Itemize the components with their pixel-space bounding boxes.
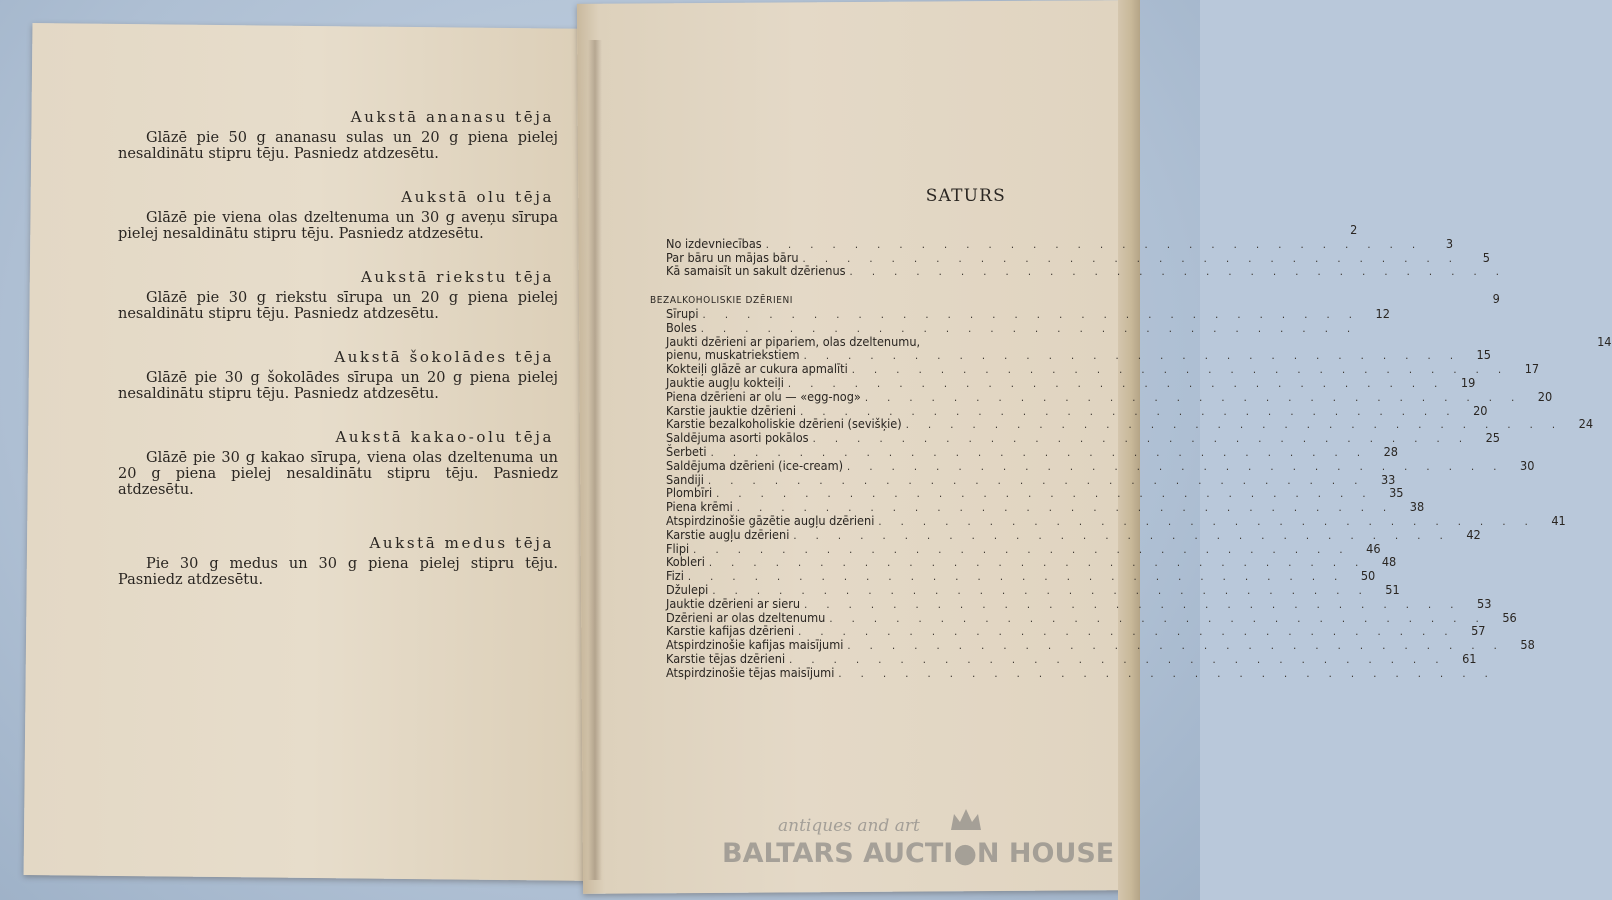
toc-entry-label: Karstie tējas dzērieni — [666, 650, 786, 666]
toc-entry-page: 2 — [1350, 222, 1358, 237]
toc-entry-label: Karstie bezalkoholiskie dzērieni (sevišķie) — [666, 416, 902, 432]
toc-entry-page: 56 — [1502, 609, 1517, 625]
toc-entry-label: Jauktie augļu kokteiļi — [666, 374, 784, 390]
recipe-text: Glāzē pie 30 g riekstu sīrupa un 20 g piena pielej nesaldinātu stipru tēju. Pasniedz atdzesētu. — [118, 290, 558, 322]
toc-entry-page: 5 — [1482, 249, 1490, 265]
toc-entry-page: 17 — [1524, 361, 1540, 377]
recipe-title: Aukstā medus tēja — [369, 534, 554, 552]
toc-leader-dots: . . . . . . . . . . . . . . . . . . . . . . . . . . . . . . — [838, 666, 1496, 680]
toc-entry — [666, 568, 1376, 584]
toc-entry-label: Sīrupi — [666, 305, 699, 321]
recipe — [118, 348, 558, 402]
toc-entry-page: 61 — [1462, 650, 1477, 666]
toc-entry-page: 20 — [1537, 388, 1553, 404]
toc-entry-page: 24 — [1578, 416, 1594, 432]
toc-entry-label: Kā samaisīt un sakult dzērienus — [666, 263, 846, 279]
toc-entry-label: Piena dzērieni ar olu — «egg-nog» — [666, 388, 861, 404]
toc-entry-page: 42 — [1466, 526, 1481, 542]
toc-leader-dots: . . . . . . . . . . . . . . . . . . . . . . . . . . . . . . — [847, 639, 1505, 653]
toc-entry-page: 20 — [1473, 402, 1488, 418]
toc-leader-dots: . . . . . . . . . . . . . . . . . . . . . . . . . . . . . . — [812, 432, 1470, 446]
toc-entry-page: 30 — [1520, 457, 1535, 473]
watermark-tagline: antiques and art — [778, 816, 920, 836]
toc-entry-label: Jauktie dzērieni ar sieru — [666, 595, 801, 611]
toc-entry-label: Kobleri — [666, 554, 705, 570]
toc-entry — [650, 291, 1501, 308]
recipe-text: Glāzē pie viena olas dzeltenuma un 30 g aveņu sīrupa pielej nesaldinātu stipru tēju. Pasniedz atdzesētu. — [118, 210, 558, 242]
toc-entry-label: No izdevniecības — [666, 235, 762, 251]
toc-leader-dots: . . . . . . . . . . . . . . . . . . . . . . . . . . . . . . — [693, 542, 1351, 556]
toc-entry-page: 51 — [1385, 581, 1400, 597]
crown-icon — [948, 806, 984, 834]
toc-leader-dots: . . . . . . . . . . . . . . . . . . . . . . . . . . . . . . — [847, 459, 1505, 473]
toc-leader-dots: . . . . . . . . . . . . . . . . . . . . . . . . . . . . . . — [710, 445, 1368, 459]
toc-leader-dots: . . . . . . . . . . . . . . . . . . . . . . . . . . . . . . — [700, 321, 1359, 335]
table-of-contents — [650, 186, 1612, 681]
toc-entry-page: 41 — [1551, 512, 1566, 528]
recipe-title: Aukstā olu tēja — [401, 188, 554, 206]
toc-entry — [666, 540, 1381, 557]
toc-entry-label: Flipi — [666, 540, 690, 556]
toc-entry-label: Atspirdzinošie tējas maisījumi — [666, 664, 835, 680]
toc-entry-page: 35 — [1389, 485, 1404, 501]
toc-entry — [666, 471, 1396, 488]
recipe-text: Glāzē pie 30 g šokolādes sīrupa un 20 g piena pielej nesaldinātu stipru tēju. Pasniedz atdzesētu. — [118, 370, 558, 402]
toc-entry — [666, 305, 1390, 322]
toc-leader-dots: . . . . . . . . . . . . . . . . . . . . . . . . . . . . . . — [864, 390, 1523, 404]
toc-leader-dots: . . . . . . . . . . . . . . . . . . . . . . . . . . . . . . — [716, 487, 1374, 501]
recipe-title: Aukstā kakao-olu tēja — [335, 428, 554, 446]
toc-entry-label: Fizi — [666, 568, 684, 584]
toc-entry-page: 57 — [1471, 623, 1486, 639]
recipe — [118, 188, 558, 242]
toc-entry-label: Atspirdzinošie kafijas maisījumi — [666, 637, 844, 653]
toc-entry-page: 12 — [1375, 305, 1390, 321]
toc-entry-label: Atspirdzinošie gāzētie augļu dzērieni — [666, 512, 875, 528]
toc-rows — [650, 222, 1612, 681]
toc-entry-label: Piena krēmi — [666, 499, 733, 515]
toc-entry-page: 3 — [1445, 235, 1454, 251]
toc-leader-dots: . . . . . . . . . . . . . . . . . . . . . . . . . . . . . . — [793, 528, 1451, 542]
toc-leader-dots: . . . . . . . . . . . . . . . . . . . . . . . . . . . . . . — [708, 556, 1367, 570]
recipe-title: Aukstā ananasu tēja — [350, 108, 554, 126]
toc-entry-label: Saldējuma dzērieni (ice-cream) — [666, 457, 844, 473]
watermark — [722, 806, 1122, 876]
toc-entry-page: 48 — [1381, 554, 1397, 570]
toc-leader-dots: . . . . . . . . . . . . . . . . . . . . . . . . . . . . . . — [765, 237, 1424, 251]
toc-leader-dots: . . . . . . . . . . . . . . . . . . . . . . . . . . . . . . — [789, 652, 1447, 666]
toc-title: SATURS — [925, 186, 1006, 206]
recipe-text: Glāzē pie 30 g kakao sīrupa, viena olas dzeltenuma un 20 g piena pielej nesaldinātu stipru tēju. Pasniedz atdzesētu. — [118, 450, 558, 498]
toc-entry-label: Kokteiļi glāzē ar cukura apmalīti — [666, 361, 848, 377]
recipe-text: Pie 30 g medus un 30 g piena pielej stipru tēju. Pasniedz atdzesētu. — [118, 556, 558, 588]
toc-entry-label: Jaukti dzērieni ar pipariem, olas dzeltenumu, — [666, 333, 921, 349]
toc-leader-dots: . . . . . . . . . . . . . . . . . . . . . . . . . . . . . . — [702, 307, 1360, 321]
toc-leader-dots: . . . . . . . . . . . . . . . . . . . . . . . . . . . . . . — [787, 376, 1446, 390]
toc-entry-label: Karstie jauktie dzērieni — [666, 402, 797, 418]
recipe — [118, 108, 558, 162]
recipe-list — [118, 108, 558, 614]
toc-leader-dots: . . . . . . . . . . . . . . . . . . . . . . . . . . . . . . — [803, 349, 1461, 363]
book-gutter — [588, 40, 602, 880]
toc-leader-dots: . . . . . . . . . . . . . . . . . . . . . . . . . . . . . . — [798, 625, 1456, 639]
toc-entry — [666, 263, 1507, 279]
toc-entry-label: pienu, muskatriekstiem — [666, 347, 800, 363]
toc-entry-page: 38 — [1409, 499, 1425, 515]
recipe-title: Aukstā riekstu tēja — [360, 268, 554, 286]
toc-leader-dots: . . . . . . . . . . . . . . . . . . . . . . . . . . . . . . — [905, 418, 1564, 432]
toc-entry-page: 50 — [1360, 568, 1376, 584]
toc-leader-dots: . . . . . . . . . . . . . . . . . . . . . . . . . . . . . . — [736, 501, 1395, 515]
toc-entry-page: 58 — [1520, 637, 1535, 653]
toc-entry — [666, 457, 1535, 474]
watermark-brand: BALTARS AUCTI●N HOUSE — [722, 838, 1115, 869]
toc-entry-page: 33 — [1380, 471, 1396, 487]
toc-leader-dots: . . . . . . . . . . . . . . . . . . . . . . . . . . . . . . — [829, 611, 1487, 625]
toc-entry-label: Šerbeti — [666, 443, 707, 459]
toc-entry — [666, 554, 1397, 570]
toc-entry — [666, 526, 1481, 543]
toc-leader-dots: . . . . . . . . . . . . . . . . . . . . . . . . . . . . . . — [712, 583, 1370, 597]
toc-entry-label: Plombīri — [666, 485, 713, 501]
toc-entry-label: Karstie kafijas dzērieni — [666, 623, 795, 639]
recipe-text: Glāzē pie 50 g ananasu sulas un 20 g piena pielej nesaldinātu stipru tēju. Pasniedz atdzesētu. — [118, 130, 558, 162]
toc-leader-dots: . . . . . . . . . . . . . . . . . . . . . . . . . . . . . . — [802, 251, 1460, 265]
toc-leader-dots: . . . . . . . . . . . . . . . . . . . . . . . . . . . . . . — [851, 363, 1510, 377]
toc-entry-label: Dzērieni ar olas dzeltenumu — [666, 609, 826, 625]
toc-leader-dots: . . . . . . . . . . . . . . . . . . . . . . . . . . . . . . — [849, 265, 1507, 279]
toc-entry-label: Boles — [666, 319, 697, 335]
toc-entry-label: Džulepi — [666, 581, 709, 597]
toc-entry-page: 25 — [1485, 430, 1500, 446]
toc-leader-dots: . . . . . . . . . . . . . . . . . . . . . . . . . . . . . . — [800, 404, 1458, 418]
toc-entry-page: 28 — [1383, 443, 1398, 459]
toc-leader-dots: . . . . . . . . . . . . . . . . . . . . . . . . . . . . . . — [878, 514, 1536, 528]
toc-leader-dots: . . . . . . . . . . . . . . . . . . . . . . . . . . . . . . — [707, 473, 1366, 487]
toc-entry — [666, 430, 1500, 446]
toc-entry-label: Par bāru un mājas bāru — [666, 249, 799, 265]
toc-entry-label: Sandiji — [666, 471, 704, 487]
recipe-title: Aukstā šokolādes tēja — [334, 348, 554, 366]
toc-entry-page: 9 — [1492, 291, 1501, 307]
toc-entry-label: Karstie augļu dzērieni — [666, 526, 790, 542]
toc-leader-dots: . . . . . . . . . . . . . . . . . . . . . . . . . . . . . . — [687, 570, 1346, 584]
toc-entry-label: BEZALKOHOLISKIE DZĒRIENI — [650, 295, 794, 307]
toc-entry-page: 46 — [1366, 540, 1381, 556]
toc-entry-page: 15 — [1476, 347, 1491, 363]
toc-entry — [666, 664, 1496, 681]
toc-entry-label: Saldējuma asorti pokālos — [666, 430, 809, 446]
recipe — [118, 534, 558, 588]
recipe — [118, 268, 558, 322]
recipe — [118, 428, 558, 498]
toc-entry-page: 53 — [1477, 595, 1492, 611]
toc-entry-page: 19 — [1460, 374, 1476, 390]
toc-entry-page: 14 — [1597, 333, 1612, 349]
toc-leader-dots: . . . . . . . . . . . . . . . . . . . . . . . . . . . . . . — [804, 597, 1462, 611]
